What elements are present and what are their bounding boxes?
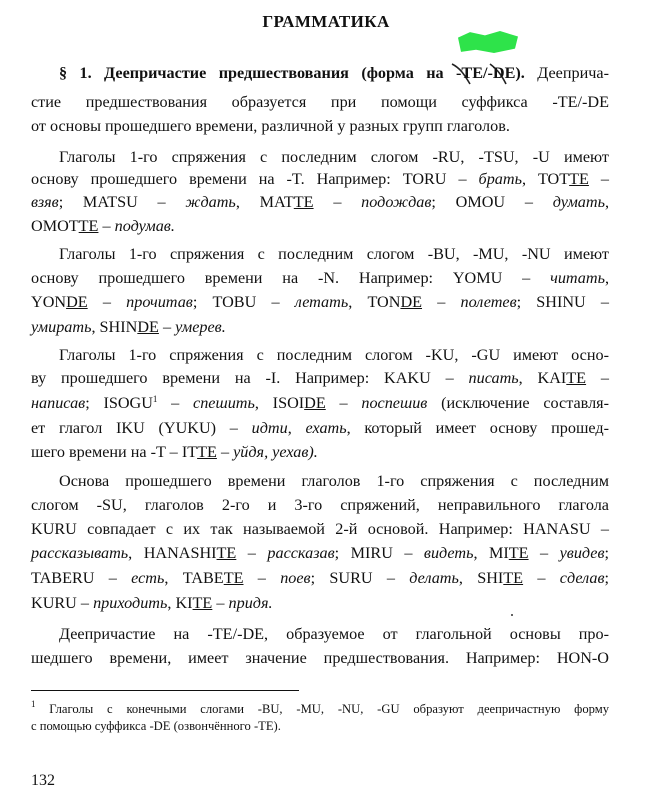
paragraph-5-line-4 [31, 543, 609, 563]
suffix-underlined: DE [66, 293, 88, 311]
text-run: , [287, 419, 306, 437]
text-run: , [604, 193, 610, 211]
translation: читать [550, 269, 605, 287]
text-run: ет глагол IKU (YUKU) – [31, 419, 252, 437]
text-run: – [588, 170, 609, 188]
text-run: – [87, 293, 127, 311]
suffix-underlined: TE [216, 544, 237, 562]
text-run: ; MIRU – [334, 544, 424, 562]
text-run: ; SHINU – [516, 293, 610, 311]
paragraph-2-line-1: Глаголы 1-го спряжения с последним слогом -RU, -TSU, -U имеют [59, 148, 609, 166]
translation: идти [251, 419, 288, 437]
text-run: – [422, 293, 461, 311]
text-run: , TOT [521, 170, 570, 188]
paragraph-4-line-1: Глаголы 1-го спряжения с последним слогом -KU, -GU имеют осно- [59, 346, 609, 364]
translation: спешить [193, 394, 255, 412]
text-run: , MI [473, 544, 509, 562]
paragraph-1-line-2: стие предшествования образуется при помощи суффикса -TE/-DE [31, 93, 609, 111]
translation: написав [31, 394, 86, 412]
text-run: – [325, 394, 362, 412]
translation: ехать [305, 419, 347, 437]
translation: есть [131, 569, 165, 587]
stray-dot [511, 614, 513, 616]
translation: ждать [185, 193, 236, 211]
text-run: , HANASHI [128, 544, 217, 562]
text-run: основу прошедшего времени на -N. Например: YOMU – [31, 269, 551, 287]
paragraph-6-line-1: Деепричастие на -TE/-DE, образуемое от глагольной основы про- [59, 625, 609, 643]
text-run: ; TOBU – [192, 293, 295, 311]
translation: летать [294, 293, 349, 311]
text-run: – [212, 594, 229, 612]
page-header: ГРАММАТИКА [262, 12, 390, 31]
suffix-underlined: TE [197, 443, 217, 461]
paragraph-2-line-2 [31, 169, 609, 189]
suffix-underlined: DE [137, 318, 159, 336]
text-run: – [216, 443, 234, 461]
translation: сделав [559, 569, 605, 587]
paragraph-1-line-1 [59, 63, 609, 83]
text-run: Дееприча- [524, 64, 609, 82]
text-run: , MAT [235, 193, 294, 211]
text-run: ; [604, 569, 610, 587]
text-run: , KAI [518, 369, 567, 387]
paragraph-3-line-1: Глаголы 1-го спряжения с последним слогом -BU, -MU, -NU имеют [59, 245, 609, 263]
translation: приходить [93, 594, 168, 612]
footnote-line-1 [31, 701, 609, 717]
text-run: KURU – [31, 594, 94, 612]
page-number: 132 [31, 772, 55, 789]
section-heading: § 1. Деепричастие предшествования (форма на -TE/-DE). [59, 64, 525, 82]
translation: думать [552, 193, 605, 211]
translation: полетев [460, 293, 517, 311]
text-run: ; MATSU – [58, 193, 186, 211]
text-run: YON [31, 293, 67, 311]
suffix-underlined: DE [304, 394, 326, 412]
suffix-underlined: TE [569, 170, 589, 188]
text-run: – [243, 569, 281, 587]
translation: умирать [31, 318, 92, 336]
paragraph-4-line-2 [31, 368, 609, 388]
suffix-underlined: DE [400, 293, 423, 311]
text-run: – [313, 193, 362, 211]
text-run: OMOT [31, 217, 79, 235]
suffix-underlined: TE [293, 193, 314, 211]
text-run: – [157, 394, 194, 412]
footnote-marker: 1 [31, 699, 36, 709]
green-highlighter-mark [458, 31, 518, 53]
text-run: ву прошедшего времени на -I. Например: KAKU – [31, 369, 469, 387]
text-run: – [158, 318, 176, 336]
text-run: , TABE [164, 569, 224, 587]
text-run: , ISOI [254, 394, 305, 412]
translation: писать [468, 369, 519, 387]
suffix-underlined: TE [192, 594, 213, 612]
suffix-underlined: TE [78, 217, 99, 235]
paragraph-5-line-3: KURU совпадает с их так называемой 2-й основой. Например: HANASU – [31, 520, 609, 538]
text-run: – [586, 369, 609, 387]
paragraph-4-line-5 [31, 442, 609, 462]
translation: поев [280, 569, 311, 587]
paragraph-5-line-6 [31, 593, 609, 613]
translation: видеть [423, 544, 474, 562]
paragraph-3-line-3 [31, 292, 609, 312]
paragraph-4-line-3 [31, 393, 609, 413]
text-run: ; ISOGU [85, 394, 153, 412]
suffix-underlined: TE [566, 369, 587, 387]
text-run: – [528, 544, 560, 562]
paragraph-5-line-5 [31, 568, 609, 588]
paragraph-3-line-2 [31, 268, 609, 288]
paragraph-4-line-4 [31, 418, 609, 438]
translation: поспешив [361, 394, 428, 412]
text-run: , KI [167, 594, 193, 612]
translation: взяв [31, 193, 59, 211]
paragraph-6-line-2: шедшего времени, имеет значение предшествования. Например: HON-O [31, 649, 609, 667]
text-run: , SHI [458, 569, 504, 587]
footnote-text: Глаголы с конечными слогами -BU, -MU, -NU, -GU образуют деепричастную форму [35, 702, 609, 716]
translation: уйдя, уехав). [233, 443, 318, 461]
text-run: – [98, 217, 115, 235]
translation: брать [478, 170, 522, 188]
text-run: , SHIN [91, 318, 138, 336]
suffix-underlined: TE [503, 569, 524, 587]
footnote-ref: 1 [152, 394, 158, 404]
translation: подумав. [114, 217, 175, 235]
translation: прочитав [126, 293, 193, 311]
text-run: , который имеет основу прошед- [346, 419, 610, 437]
text-run: , [604, 269, 609, 287]
footnote-line-2: с помощью суффикса -DE (озвончённого -TE). [31, 719, 281, 733]
text-run: – [236, 544, 268, 562]
translation: умерев. [175, 318, 226, 336]
translation: делать [409, 569, 459, 587]
text-run: , TON [348, 293, 401, 311]
text-run: ; OMOU – [431, 193, 553, 211]
translation: рассказав [267, 544, 335, 562]
text-run: основу прошедшего времени на -T. Например: TORU – [31, 170, 479, 188]
translation: рассказывать [31, 544, 129, 562]
text-run: – [523, 569, 560, 587]
translation: подождав [361, 193, 432, 211]
paragraph-2-line-4 [31, 216, 609, 236]
text-run: ; SURU – [310, 569, 410, 587]
text-run: (исключение составля- [427, 394, 610, 412]
paragraph-5-line-2: слогом -SU, глаголов 2-го и 3-го спряжений, неправильного глагола [31, 496, 609, 514]
translation: придя. [228, 594, 273, 612]
paragraph-3-line-4 [31, 317, 609, 337]
suffix-underlined: TE [508, 544, 529, 562]
footnote-divider [31, 690, 299, 691]
paragraph-5-line-1: Основа прошедшего времени глаголов 1-го спряжения с последним [59, 472, 609, 490]
text-run: шего времени на -T – IT [31, 443, 198, 461]
suffix-underlined: TE [223, 569, 244, 587]
paragraph-2-line-3 [31, 192, 609, 212]
text-run: ; [604, 544, 610, 562]
translation: увидев [559, 544, 605, 562]
text-run: TABERU – [31, 569, 132, 587]
paragraph-1-line-3: от основы прошедшего времени, различной у разных групп глаголов. [31, 117, 510, 135]
